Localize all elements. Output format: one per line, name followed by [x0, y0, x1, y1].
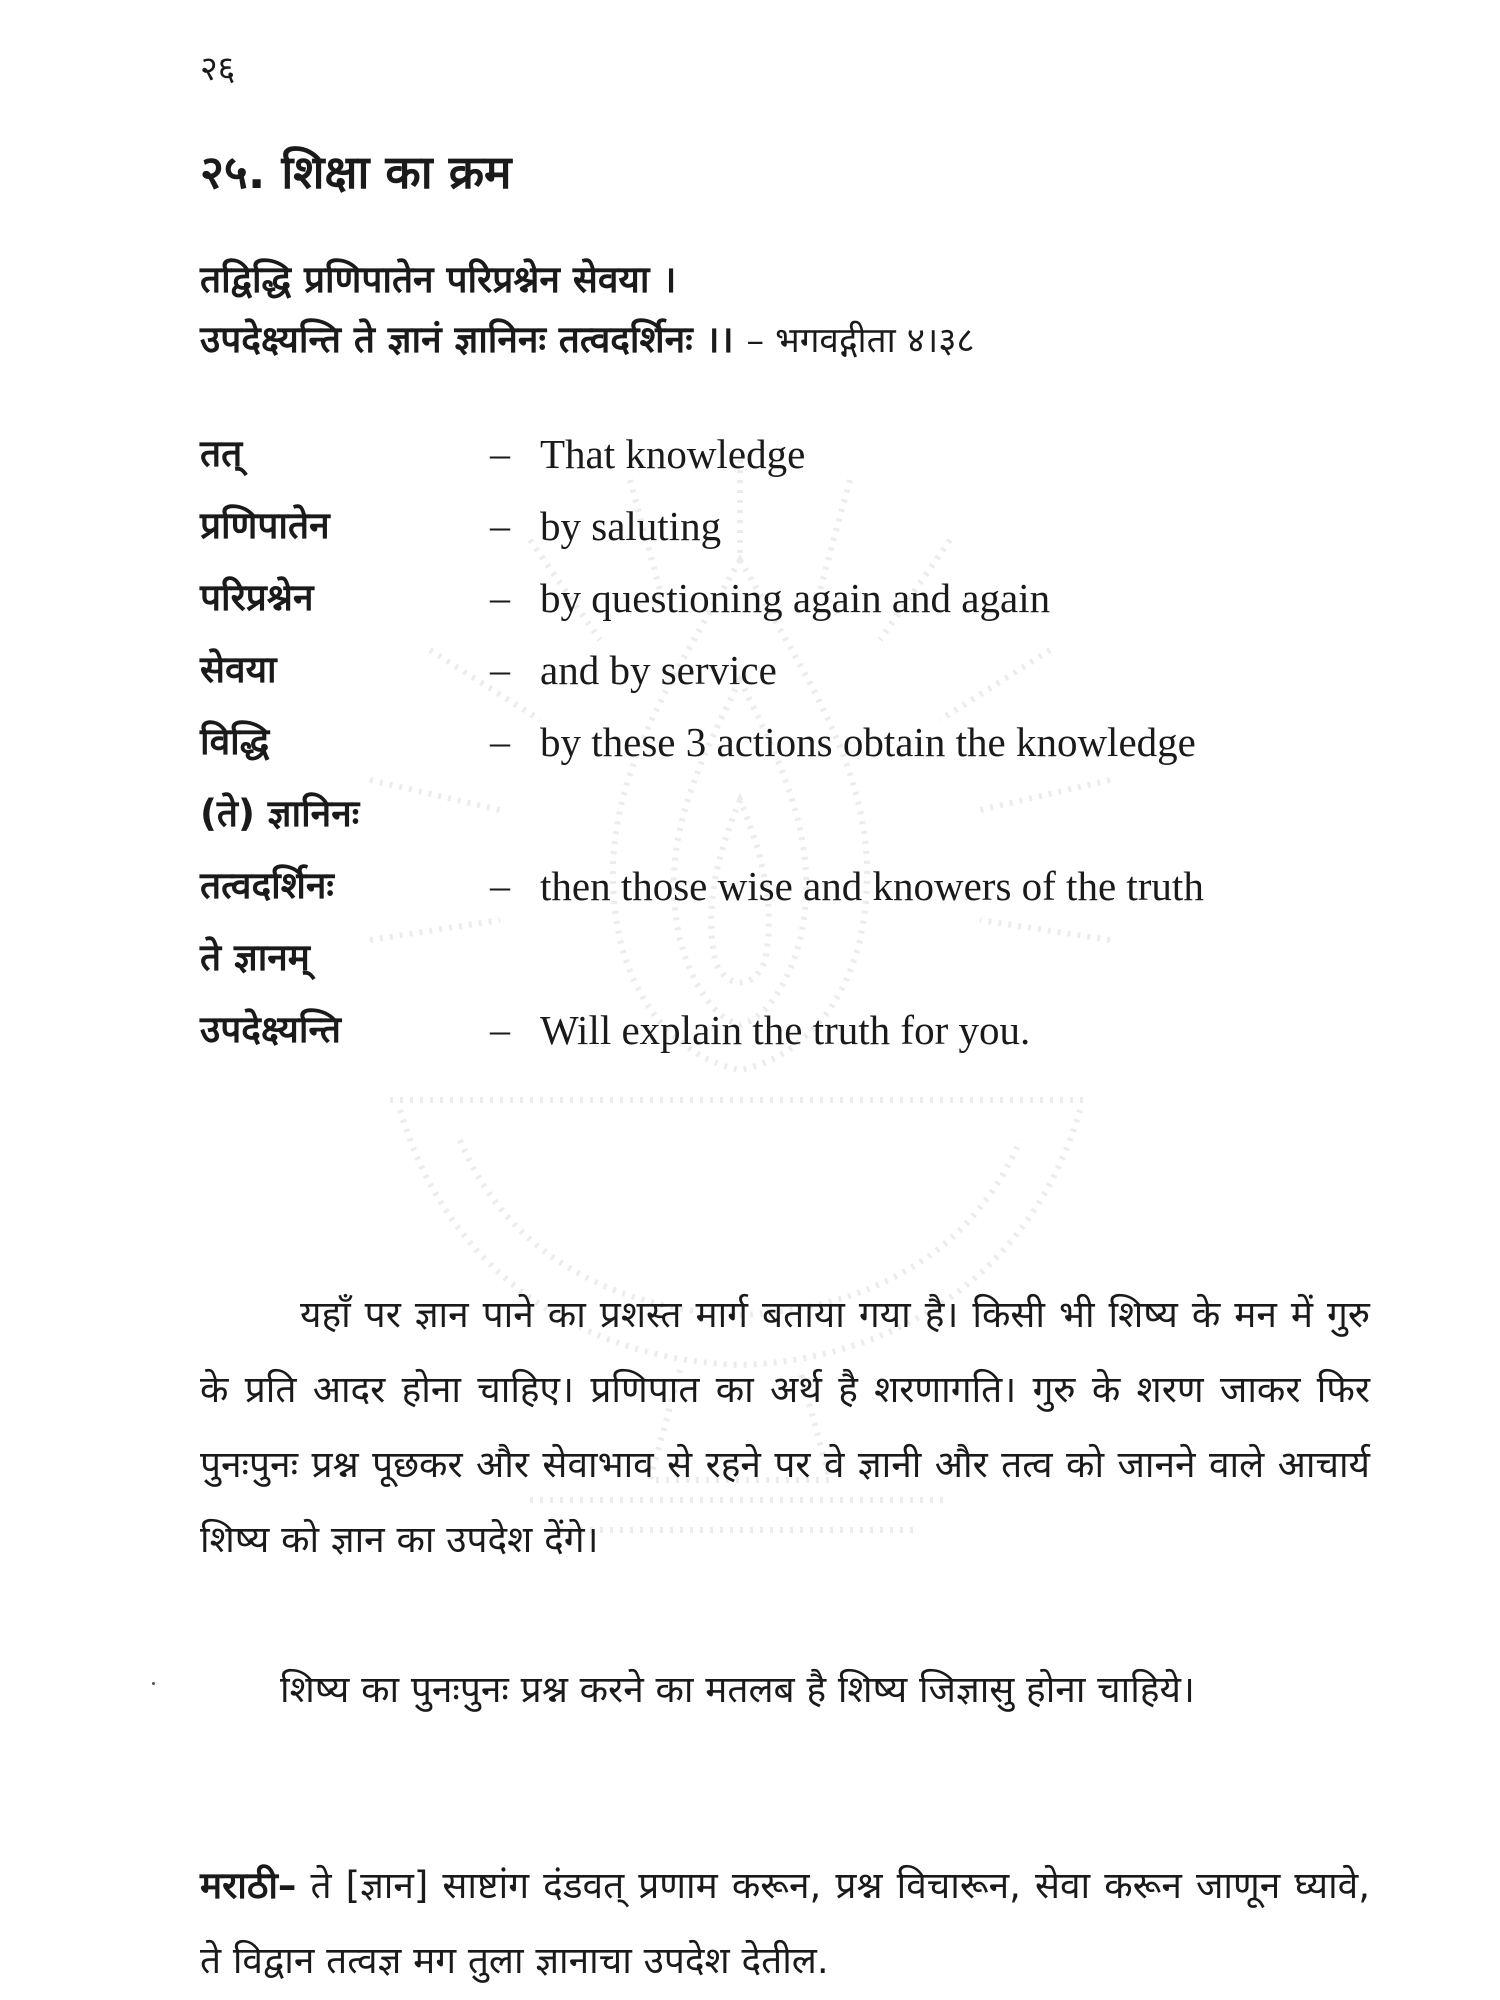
explanation-paragraph: यहाँ पर ज्ञान पाने का प्रशस्त मार्ग बताया गया है। किसी भी शिष्य के मन में गुरु के प्रति आदर होना चाहिए। प्रणिपात का अर्थ है शरणागति। गुरु के शरण जाकर फिर पुनःपुनः प्रश्न पूछकर और सेवाभाव से रहने पर वे ज्ञानी और तत्व को जानने वाले आचार्य शिष्य को ज्ञान का उपदेश देंगे।: [200, 1293, 1370, 1561]
verse-line-2: उपदेक्ष्यन्ति ते ज्ञानं ज्ञानिनः तत्वदर्शिनः ।।: [200, 318, 734, 361]
glossary-row: [200, 634, 1320, 706]
marathi-label: मराठी–: [200, 1864, 297, 1907]
marathi-translation: [200, 1848, 1370, 1998]
glossary-dash: –: [490, 431, 510, 476]
glossary-term: सेवया: [200, 648, 277, 691]
glossary-dash: –: [490, 575, 510, 620]
verse-line-1: तद्विद्धि प्रणिपातेन परिप्रश्नेन सेवया ।: [200, 258, 677, 301]
glossary-term: विद्धि: [200, 720, 270, 763]
marathi-text: ते [ज्ञान] साष्टांग दंडवत् प्रणाम करून, प्रश्न विचारून, सेवा करून जाणून घ्यावे, ते विद्वान तत्वज्ञ मग तुला ज्ञानाचा उपदेश देतील.: [200, 1864, 1370, 1982]
verse-source: – भगवद्गीता ४।३८: [746, 321, 975, 361]
glossary-meaning: by these 3 actions obtain the knowledge: [540, 719, 1196, 765]
glossary-row: [200, 562, 1320, 634]
glossary-row: [200, 994, 1320, 1066]
glossary-meaning: That knowledge: [540, 431, 806, 477]
glossary-dash: –: [490, 647, 510, 692]
glossary-dash: –: [490, 863, 510, 908]
glossary-meaning: then those wise and knowers of the truth: [540, 863, 1204, 909]
glossary-term: तत्: [200, 432, 243, 475]
inquisitive-paragraph: शिष्य का पुनःपुनः प्रश्न करने का मतलब है शिष्य जिज्ञासु होना चाहिये।: [280, 1668, 1195, 1711]
verse-line-2-wrapper: [200, 310, 975, 371]
glossary-row: [200, 706, 1320, 778]
glossary-row: [200, 778, 1320, 850]
glossary-term: प्रणिपातेन: [200, 504, 330, 547]
glossary-term: (ते) ज्ञानिनः: [200, 792, 360, 835]
print-speck: [152, 1682, 155, 1685]
glossary-row: [200, 418, 1320, 490]
glossary-dash: –: [490, 719, 510, 764]
word-glossary: [200, 418, 1320, 1066]
page-number: २६: [200, 49, 236, 89]
glossary-dash: –: [490, 503, 510, 548]
glossary-row: [200, 922, 1320, 994]
chapter-title: २५. शिक्षा का क्रम: [200, 145, 512, 199]
glossary-term: परिप्रश्नेन: [200, 576, 314, 619]
glossary-meaning: and by service: [540, 647, 777, 693]
glossary-meaning: Will explain the truth for you.: [540, 1007, 1031, 1053]
glossary-term: उपदेक्ष्यन्ति: [200, 1008, 341, 1051]
glossary-meaning: by questioning again and again: [540, 575, 1051, 621]
sanskrit-verse: [200, 250, 975, 371]
glossary-row: [200, 490, 1320, 562]
glossary-row: [200, 850, 1320, 922]
glossary-term: तत्वदर्शिनः: [200, 864, 334, 907]
glossary-meaning: by saluting: [540, 503, 722, 549]
glossary-dash: –: [490, 1007, 510, 1052]
glossary-term: ते ज्ञानम्: [200, 936, 310, 979]
